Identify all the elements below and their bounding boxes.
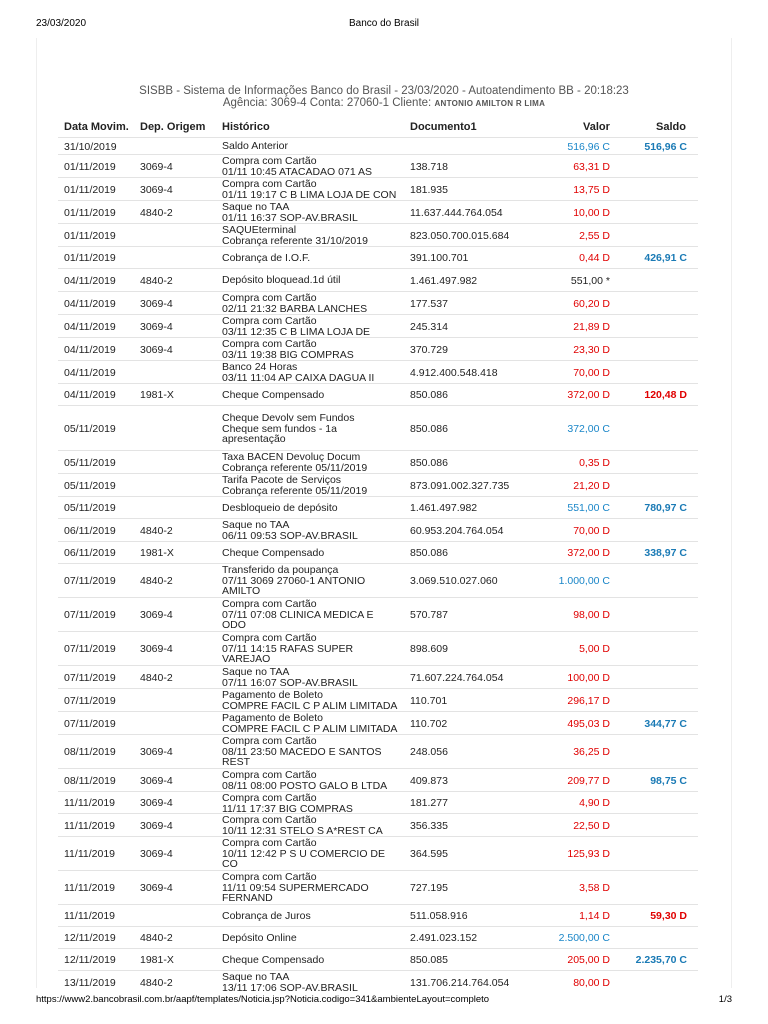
row-historico [222,475,367,496]
historico-line: 01/11 16:37 SOP-AV.BRASIL [222,211,358,224]
row-historico [222,667,358,688]
row-valor: 21,89 D [573,321,610,333]
table-row [58,768,698,791]
row-historico [222,872,369,904]
row-documento: 823.050.700.015.684 [410,230,510,242]
row-date: 11/11/2019 [64,910,115,922]
row-historico [222,275,341,286]
row-date: 12/11/2019 [64,954,116,966]
historico-line: 11/11 09:54 SUPERMERCADO [222,881,369,894]
historico-line: 08/11 23:50 MACEDO E SANTOS [222,745,382,758]
table-row [58,246,698,268]
table-row [58,948,698,970]
row-date: 07/11/2019 [64,609,116,621]
historico-line: Cobrança de I.O.F. [222,252,311,264]
account-info: Agência: 3069-4 Conta: 27060-1 Cliente: [222,97,432,109]
column-header-date: Data Movim. [64,121,129,133]
row-documento: 409.873 [410,775,448,787]
historico-line: Pagamento de Boleto [222,712,323,724]
historico-line: 11/11 17:37 BIG COMPRAS [222,802,353,815]
historico-line: Banco 24 Horas [222,361,298,373]
row-date: 12/11/2019 [64,932,116,944]
row-dep-origem: 1981-X [140,547,174,559]
historico-line: Compra com Cartão [222,792,317,804]
row-historico [222,156,372,177]
row-valor: 372,00 D [567,389,610,401]
table-row [58,154,698,177]
row-date: 04/11/2019 [64,389,116,401]
row-date: 07/11/2019 [64,643,116,655]
historico-line: Desbloqueio de depósito [222,502,338,514]
row-date: 05/11/2019 [64,480,116,492]
row-date: 31/10/2019 [64,141,117,153]
historico-line: Compra com Cartão [222,769,317,781]
table-row [58,223,698,246]
row-dep-origem: 3069-4 [140,848,173,860]
historico-line: COMPRE FACIL C P ALIM LIMITADA [222,699,398,712]
row-date: 08/11/2019 [64,746,116,758]
row-documento: 850.086 [410,423,448,435]
row-dep-origem: 1981-X [140,389,174,401]
row-historico [222,362,374,383]
historico-line: Compra com Cartão [222,735,317,747]
table-row [58,541,698,563]
row-date: 01/11/2019 [64,252,116,264]
row-dep-origem: 4840-2 [140,575,173,587]
row-documento: 356.335 [410,820,448,832]
table-row [58,473,698,496]
table-row [58,836,698,870]
table-row [58,518,698,541]
row-dep-origem: 3069-4 [140,184,173,196]
historico-line: Compra com Cartão [222,292,317,304]
table-row [58,904,698,926]
row-historico [222,452,367,473]
row-documento: 364.595 [410,848,448,860]
row-date: 06/11/2019 [64,525,116,537]
historico-line: Saque no TAA [222,971,290,983]
historico-line: Cheque Compensado [222,389,325,401]
historico-line: 03/11 11:04 AP CAIXA DAGUA II [222,371,375,384]
row-historico [222,911,311,922]
row-valor: 209,77 D [567,775,610,787]
row-valor: 2,55 D [579,230,610,242]
historico-line: AMILTO [222,585,261,597]
row-historico [222,202,358,223]
row-dep-origem: 4840-2 [140,932,173,944]
row-dep-origem: 3069-4 [140,609,173,621]
row-documento: 727.195 [410,882,448,894]
print-header [36,18,732,32]
row-dep-origem: 3069-4 [140,344,173,356]
table-row [58,360,698,383]
row-valor: 3,58 D [579,882,610,894]
row-historico [222,548,324,559]
table-row [58,450,698,473]
row-documento: 131.706.214.764.054 [410,977,510,989]
row-date: 11/11/2019 [64,797,115,809]
row-historico [222,815,383,836]
row-documento: 60.953.204.764.054 [410,525,504,537]
table-row [58,926,698,948]
row-documento: 511.058.916 [410,910,468,922]
table-row [58,665,698,688]
historico-line: 07/11 16:07 SOP-AV.BRASIL [222,676,358,689]
row-historico [222,316,370,337]
table-row [58,870,698,904]
row-valor: 36,25 D [573,746,610,758]
row-dep-origem: 3069-4 [140,820,173,832]
print-title: Banco do Brasil [348,18,420,29]
print-url: https://www2.bancobrasil.com.br/aapf/templates/Noticia.jsp?Noticia.codigo=341&ambienteLayout=completo [36,994,490,1005]
row-valor: 60,20 D [573,298,610,310]
print-date: 23/03/2020 [36,18,87,29]
table-row [58,314,698,337]
table-row [58,383,698,405]
historico-line: Compra com Cartão [222,598,317,610]
historico-line: Cheque Compensado [222,954,325,966]
historico-line: Cobrança de Juros [222,910,311,922]
historico-line: 07/11 3069 27060-1 ANTONIO [222,574,366,587]
row-valor: 551,00 C [567,502,610,514]
row-valor: 372,00 C [567,423,610,435]
historico-line: 01/11 10:45 ATACADAO 071 AS [222,165,373,178]
row-historico [222,633,353,665]
column-header-sal: Saldo [656,121,686,133]
historico-line: Cobrança referente 05/11/2019 [222,484,368,497]
row-valor: 22,50 D [573,820,610,832]
row-historico [222,520,358,541]
row-documento: 177.537 [410,298,448,310]
table-row [58,970,698,993]
row-date: 04/11/2019 [64,367,116,379]
row-dep-origem: 4840-2 [140,275,173,287]
row-date: 04/11/2019 [64,321,116,333]
row-historico [222,736,382,768]
historico-line: REST [222,756,251,768]
page-number: 1/3 [718,994,732,1005]
row-documento: 245.314 [410,321,448,333]
table-row [58,711,698,734]
row-historico [222,225,368,246]
row-dep-origem: 3069-4 [140,161,173,173]
row-valor: 296,17 D [567,695,610,707]
historico-line: Compra com Cartão [222,837,317,849]
row-date: 07/11/2019 [64,695,116,707]
row-dep-origem: 3069-4 [140,298,173,310]
historico-line: Compra com Cartão [222,178,317,190]
row-valor: 100,00 D [567,672,610,684]
row-dep-origem: 3069-4 [140,643,173,655]
row-historico [222,179,396,200]
row-date: 07/11/2019 [64,672,116,684]
row-valor: 5,00 D [579,643,610,655]
historico-line: Cheque sem fundos - 1a [222,422,337,435]
historico-line: FERNAND [222,892,273,904]
row-historico [222,955,324,966]
row-documento: 850.086 [410,457,448,469]
row-documento: 2.491.023.152 [410,932,478,944]
historico-line: Saque no TAA [222,201,290,213]
row-saldo: 338,97 C [644,547,687,559]
historico-line: Saque no TAA [222,666,290,678]
row-documento: 181.277 [410,797,448,809]
historico-line: Compra com Cartão [222,338,317,350]
row-saldo: 344,77 C [644,718,687,730]
row-valor: 0,44 D [579,252,610,264]
historico-line: Cobrança referente 31/10/2019 [222,234,368,247]
row-dep-origem: 3069-4 [140,797,173,809]
row-date: 07/11/2019 [64,575,116,587]
row-historico [222,933,297,944]
historico-line: Tarifa Pacote de Serviços [222,474,342,486]
row-valor: 13,75 D [573,184,610,196]
table-row [58,291,698,314]
table-row [58,688,698,711]
historico-line: Depósito Online [222,932,297,944]
row-date: 04/11/2019 [64,275,116,287]
row-dep-origem: 4840-2 [140,977,173,989]
historico-line: 07/11 14:15 RAFAS SUPER [222,642,354,655]
table-row [58,813,698,836]
table-header [0,121,768,135]
row-date: 01/11/2019 [64,230,116,242]
row-date: 08/11/2019 [64,775,116,787]
row-dep-origem: 3069-4 [140,746,173,758]
row-valor: 70,00 D [573,367,610,379]
historico-line: Cheque Compensado [222,547,325,559]
row-saldo: 98,75 C [650,775,687,787]
row-dep-origem: 3069-4 [140,775,173,787]
row-valor: 4,90 D [579,797,610,809]
row-date: 13/11/2019 [64,977,116,989]
row-historico [222,713,397,734]
row-valor: 1,14 D [579,910,610,922]
row-valor: 98,00 D [573,609,610,621]
row-saldo: 780,97 C [644,502,687,514]
row-valor: 372,00 D [567,547,610,559]
historico-line: COMPRE FACIL C P ALIM LIMITADA [222,722,398,735]
row-valor: 63,31 D [573,161,610,173]
table-row [58,563,698,597]
historico-line: 10/11 12:31 STELO S A*REST CA [222,824,383,837]
historico-line: Taxa BACEN Devoluç Docum [222,451,361,463]
table-row [58,631,698,665]
row-valor: 516,96 C [567,141,610,153]
row-valor: 10,00 D [573,207,610,219]
row-historico [222,413,355,445]
row-documento: 850.085 [410,954,448,966]
table-row [58,496,698,518]
column-header-hist: Histórico [222,121,270,133]
historico-line: 07/11 07:08 CLINICA MEDICA E [222,608,374,621]
historico-line: apresentação [222,433,286,445]
historico-line: Transferido da poupança [222,564,339,576]
row-documento: 570.787 [410,609,448,621]
row-date: 05/11/2019 [64,502,116,514]
historico-line: 01/11 19:17 C B LIMA LOJA DE CON [222,188,397,201]
historico-line: Cobrança referente 05/11/2019 [222,461,368,474]
row-documento: 110.702 [410,718,448,730]
historico-line: Saldo Anterior [222,140,288,152]
row-date: 07/11/2019 [64,718,116,730]
row-saldo: 120,48 D [644,389,687,401]
row-valor: 125,93 D [567,848,610,860]
row-date: 01/11/2019 [64,184,116,196]
column-header-val: Valor [583,121,610,133]
row-valor: 0,35 D [579,457,610,469]
row-valor: 70,00 D [573,525,610,537]
row-documento: 370.729 [410,344,448,356]
row-date: 04/11/2019 [64,344,116,356]
row-date: 11/11/2019 [64,820,115,832]
row-documento: 138.718 [410,161,448,173]
client-name: ANTONIO AMILTON R LIMA [434,99,546,108]
historico-line: ODO [222,619,246,631]
table-row [58,597,698,631]
historico-line: Cheque Devolv sem Fundos [222,412,355,424]
row-historico [222,253,310,264]
table-row [58,200,698,223]
row-documento: 248.056 [410,746,448,758]
row-valor: 2.500,00 C [558,932,610,944]
row-valor: 23,30 D [573,344,610,356]
row-documento: 4.912.400.548.418 [410,367,498,379]
row-dep-origem: 4840-2 [140,525,173,537]
historico-line: 10/11 12:42 P S U COMERCIO DE [222,847,386,860]
historico-line: Compra com Cartão [222,155,317,167]
print-footer [36,994,732,1008]
row-documento: 898.609 [410,643,448,655]
row-documento: 850.086 [410,547,448,559]
historico-line: 03/11 12:35 C B LIMA LOJA DE [222,325,371,338]
row-historico [222,770,387,791]
row-documento: 110.701 [410,695,448,707]
column-header-dep: Dep. Origem [140,121,206,133]
row-dep-origem: 3069-4 [140,882,173,894]
column-header-doc: Documento1 [410,121,477,133]
row-valor: 80,00 D [573,977,610,989]
row-valor: 551,00 * [570,275,610,287]
historico-line: Pagamento de Boleto [222,689,323,701]
table-row [58,734,698,768]
row-date: 11/11/2019 [64,848,115,860]
table-row [58,177,698,200]
table-row [58,137,698,154]
row-dep-origem: 3069-4 [140,321,173,333]
row-saldo: 59,30 D [650,910,687,922]
row-date: 04/11/2019 [64,298,116,310]
historico-line: SAQUEterminal [222,224,297,236]
row-documento: 850.086 [410,389,448,401]
row-date: 11/11/2019 [64,882,115,894]
historico-line: VAREJAO [222,653,271,665]
historico-line: 03/11 19:38 BIG COMPRAS [222,348,354,361]
row-saldo: 516,96 C [644,141,687,153]
row-historico [222,793,353,814]
table-row [58,405,698,450]
row-valor: 495,03 D [567,718,610,730]
row-documento: 3.069.510.027.060 [410,575,498,587]
account-info-line [0,97,768,110]
row-historico [222,690,397,711]
row-date: 01/11/2019 [64,207,116,219]
historico-line: 06/11 09:53 SOP-AV.BRASIL [222,529,358,542]
row-historico [222,141,288,152]
row-documento: 181.935 [410,184,448,196]
historico-line: 08/11 08:00 POSTO GALO B LTDA [222,779,388,792]
statement-header [0,85,768,110]
historico-line: 13/11 17:06 SOP-AV.BRASIL [222,981,358,994]
table-row [58,268,698,291]
row-historico [222,838,385,870]
row-date: 01/11/2019 [64,161,116,173]
row-historico [222,293,367,314]
row-documento: 71.607.224.764.054 [410,672,504,684]
row-historico [222,565,365,597]
row-dep-origem: 4840-2 [140,672,173,684]
row-documento: 873.091.002.327.735 [410,480,510,492]
row-dep-origem: 1981-X [140,954,174,966]
historico-line: CO [222,858,238,870]
row-historico [222,972,358,993]
row-saldo: 426,91 C [644,252,687,264]
table-row [58,337,698,360]
row-documento: 1.461.497.982 [410,502,478,514]
row-historico [222,339,354,360]
row-documento: 391.100.701 [410,252,469,264]
row-dep-origem: 4840-2 [140,207,173,219]
historico-line: 02/11 21:32 BARBA LANCHES [222,302,368,315]
row-date: 06/11/2019 [64,547,116,559]
historico-line: Saque no TAA [222,519,290,531]
system-info-line: SISBB - Sistema de Informações Banco do Brasil - 23/03/2020 - Autoatendimento BB - 20:18:23 [139,85,629,97]
historico-line: Compra com Cartão [222,814,317,826]
table-row [58,791,698,813]
row-historico [222,390,324,401]
row-date: 05/11/2019 [64,457,116,469]
row-documento: 11.637.444.764.054 [410,207,503,219]
row-valor: 205,00 D [567,954,610,966]
row-documento: 1.461.497.982 [410,275,478,287]
historico-line: Compra com Cartão [222,315,317,327]
row-historico [222,599,374,631]
historico-line: Compra com Cartão [222,871,317,883]
historico-line: Depósito bloquead.1d útil [222,274,341,286]
row-valor: 21,20 D [573,480,610,492]
row-date: 05/11/2019 [64,423,116,435]
row-saldo: 2.235,70 C [635,954,687,966]
row-valor: 1.000,00 C [558,575,610,587]
row-historico [222,503,338,514]
historico-line: Compra com Cartão [222,632,317,644]
